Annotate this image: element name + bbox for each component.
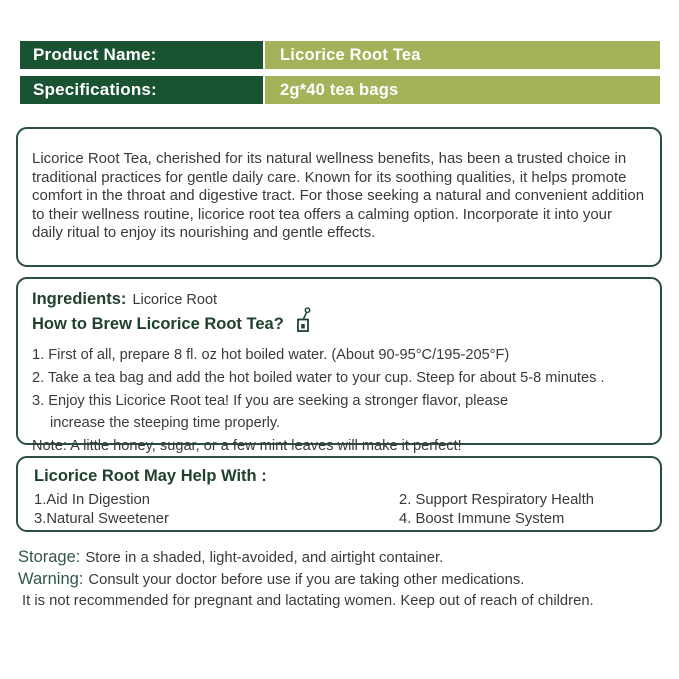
brew-step-1: 1. First of all, prepare 8 fl. oz hot boiled water. (About 90-95°C/195-205°F): [32, 347, 510, 363]
warning-line: [18, 569, 679, 591]
warning-line-2: It is not recommended for pregnant and lactating women. Keep out of reach of children.: [22, 593, 594, 609]
product-name-value: Licorice Root Tea: [265, 41, 660, 69]
brew-step-2: 2. Take a tea bag and add the hot boiled water to your cup. Steep for about 5-8 minutes .: [32, 369, 605, 386]
storage-line: [18, 547, 679, 569]
benefit-item-4: 4. Boost Immune System: [399, 511, 565, 527]
benefit-item-2: 2. Support Respiratory Health: [399, 492, 594, 508]
product-name-row: [20, 41, 660, 69]
description-box: [16, 127, 662, 267]
benefits-title: Licorice Root May Help With :: [34, 467, 267, 485]
brewing-box: [16, 277, 662, 455]
brew-step-3-continued: increase the steeping time properly.: [50, 415, 281, 432]
tea-bag-icon: [296, 307, 312, 338]
brew-note: Note: A little honey, sugar, or a few mint leaves will make it perfect!: [32, 438, 462, 455]
storage-text: Store in a shaded, light-avoided, and airtight container.: [85, 550, 444, 566]
benefits-column-2: [399, 491, 594, 529]
storage-warning-section: [18, 547, 679, 612]
benefits-column-1: [34, 491, 399, 529]
brew-step-3: 3. Enjoy this Licorice Root tea! If you are seeking a stronger flavor, please: [32, 392, 509, 409]
specifications-value: 2g*40 tea bags: [265, 76, 660, 104]
benefit-item-3: 3.Natural Sweetener: [34, 511, 169, 527]
brew-title: How to Brew Licorice Root Tea?: [32, 315, 284, 333]
benefits-box: [16, 456, 662, 532]
ingredients-line: [32, 290, 648, 309]
description-text: Licorice Root Tea, cherished for its natural wellness benefits, has been a trusted choice in traditional practices for gentle daily care. Known for its soothing qualities, it helps promote comfort in the throat and digestive tract. For those seeking a natural and convenient addition to their wellness routine, licorice root tea offers a calming option. Incorporate it into your daily ritual to enjoy its nourishing and gentle effects.: [32, 150, 645, 242]
brew-title-line: [32, 311, 648, 338]
specifications-row: [20, 76, 660, 104]
ingredients-label: Ingredients:: [32, 290, 127, 308]
warning-text: Consult your doctor before use if you are taking other medications.: [88, 572, 525, 588]
benefit-item-1: 1.Aid In Digestion: [34, 492, 150, 508]
storage-label: Storage:: [18, 548, 81, 566]
ingredients-value: Licorice Root: [132, 292, 218, 308]
product-name-label: Product Name:: [20, 41, 263, 69]
benefits-grid: [34, 491, 648, 529]
warning-label: Warning:: [18, 570, 84, 588]
specifications-label: Specifications:: [20, 76, 263, 104]
